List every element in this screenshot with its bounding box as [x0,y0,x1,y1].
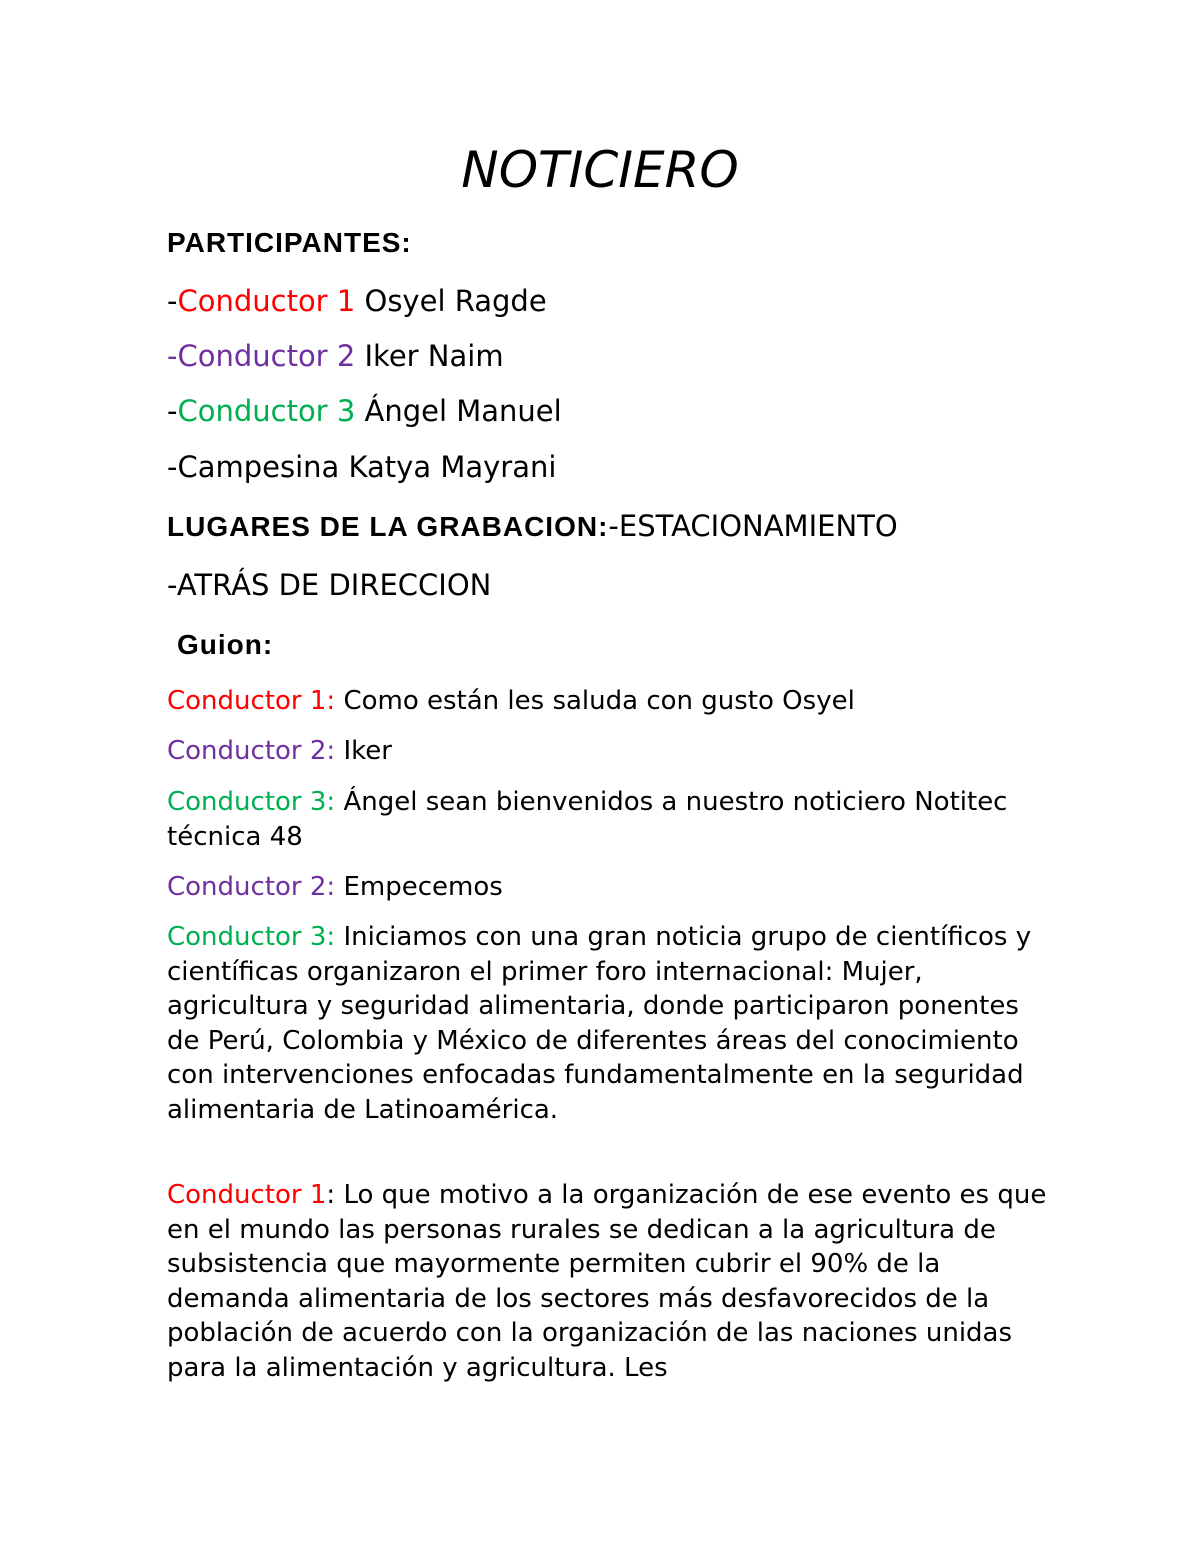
participant-item [167,338,504,374]
document-title: NOTICIERO [461,141,739,199]
speaker-label: Conductor 3: [167,922,336,952]
speaker-label: Conductor 1: [167,686,336,716]
location-item: -ATRÁS DE DIRECCION [167,568,492,602]
speaker-label: Conductor 1 [167,1180,327,1210]
script-heading: Guion: [177,629,274,660]
participant-item [167,393,562,429]
script-line [167,920,1047,1127]
script-line [167,734,1047,769]
script-line [167,684,1047,719]
participant-item [167,283,547,319]
locations-heading: LUGARES DE LA GRABACION: [167,511,609,542]
locations-line [167,508,898,545]
participant-name: Ángel Manuel [355,394,562,428]
speaker-text: Iniciamos con una gran noticia grupo de científicos y científicas organizaron el primer foro internacional: Mujer, agricultura y seguridad alimentaria, donde participaron ponentes de Perú, Colombia y México de diferentes áreas del conocimiento con intervenciones enfocadas fundamentalmente en la seguridad alimentaria de Latinoamérica. [167,922,1032,1125]
speaker-label: Conductor 2: [167,872,336,902]
dash: - [167,339,178,373]
participant-name: Iker Naim [355,339,504,373]
participants-heading: PARTICIPANTES: [167,227,412,258]
participant-role: Conductor 2 [177,339,356,373]
dash: - [167,394,178,428]
speaker-text: Ángel sean bienvenidos a nuestro noticiero Notitec técnica 48 [167,787,1008,852]
speaker-text: Como están les saluda con gusto Osyel [335,686,855,716]
speaker-label: Conductor 3: [167,787,336,817]
participant-name: -Campesina Katya Mayrani [167,450,557,484]
participant-role: Conductor 3 [177,394,356,428]
script-line [167,785,1047,854]
location-item: -ESTACIONAMIENTO [608,509,898,543]
participant-role: Conductor 1 [177,284,356,318]
speaker-text: Iker [335,736,392,766]
speaker-text: Empecemos [335,872,503,902]
speaker-text: : Lo que motivo a la organización de ese evento es que en el mundo las personas rurales se dedican a la agricultura de subsistencia que mayormente permiten cubrir el 90% de la demanda alimentaria de los sectores más desfavorecidos de la población de acuerdo con la organización de las naciones unidas para la alimentación y agricultura. Les [167,1180,1047,1383]
speaker-label: Conductor 2: [167,736,336,766]
participant-item [167,449,556,485]
dash: - [167,284,178,318]
script-line [167,870,1047,905]
participant-name: Osyel Ragde [355,284,547,318]
script-line [167,1178,1047,1385]
